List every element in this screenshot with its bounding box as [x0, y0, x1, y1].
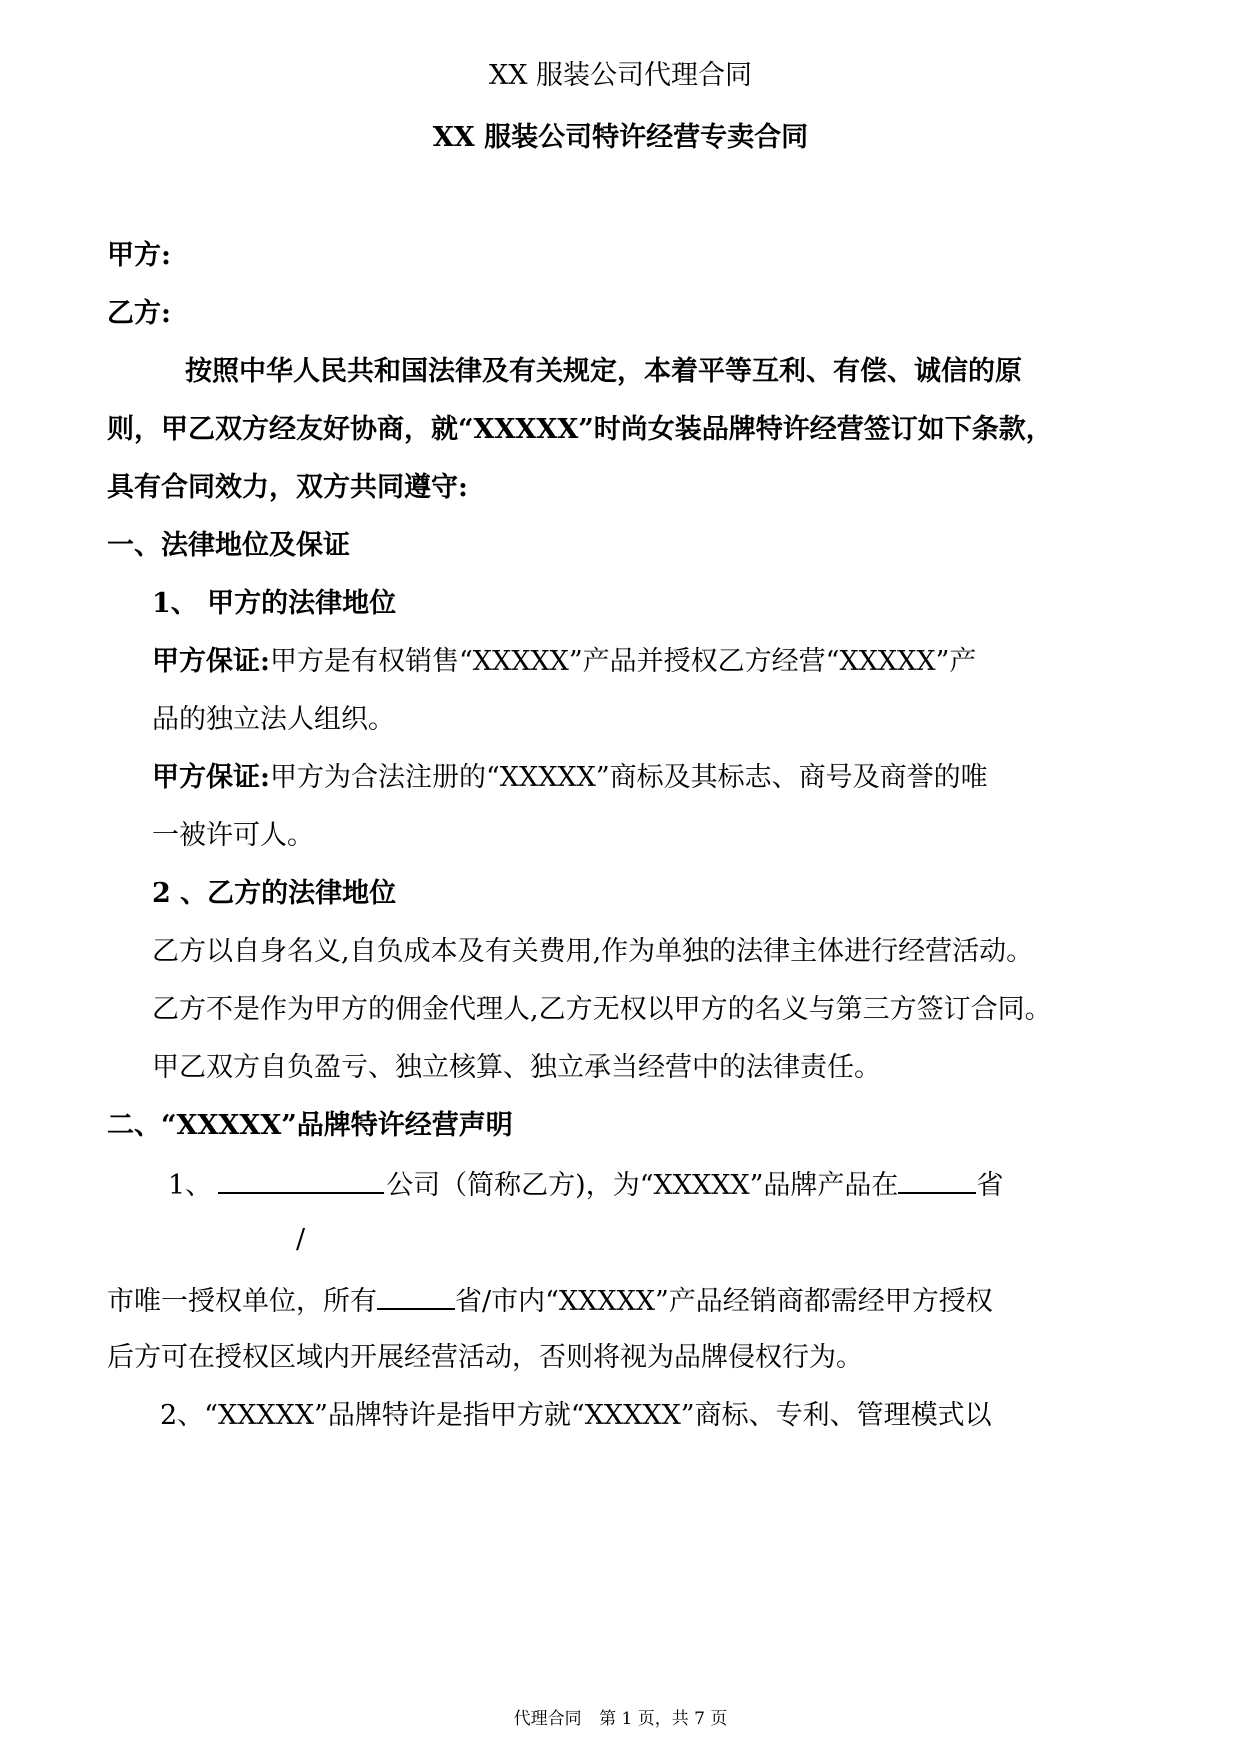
header-title: XX 服装公司代理合同: [488, 60, 753, 91]
guarantee-1-text: 甲方是有权销售“XXXXX”产品并授权乙方经营“XXXXX”产: [269, 646, 977, 677]
clause-2-1-line-3: 后方可在授权区域内开展经营活动，否则将视为品牌侵权行为。: [107, 1342, 863, 1373]
company-name-blank: [218, 1166, 384, 1194]
preamble-line-1: 按照中华人民共和国法律及有关规定，本着平等互利、有偿、诚信的原: [185, 356, 1022, 387]
province-suffix: 省: [976, 1170, 1004, 1201]
clause-number: 1、: [168, 1170, 213, 1201]
guarantee-1-line-1: [152, 644, 976, 680]
clause-2-1-text-a: 市唯一授权单位，所有: [107, 1286, 377, 1317]
footer-page-number: 第 1 页，共 7 页: [599, 1709, 728, 1729]
section-1-heading: 一、法律地位及保证: [107, 530, 350, 561]
guarantee-label: 甲方保证:: [152, 762, 270, 793]
preamble-line-2: 则，甲乙双方经友好协商，就“XXXXX”时尚女装品牌特许经营签订如下条款，: [107, 414, 1053, 445]
guarantee-label: 甲方保证:: [152, 646, 270, 677]
slash-mark: /: [296, 1224, 306, 1255]
party-b-label: 乙方:: [107, 298, 171, 329]
party-b-status-line-3: 甲乙双方自负盈亏、独立核算、独立承当经营中的法律责任。: [152, 1052, 881, 1083]
section-1-2-heading: 2 、乙方的法律地位: [152, 878, 397, 909]
party-b-status-line-1: 乙方以自身名义,自负成本及有关费用,作为单独的法律主体进行经营活动。: [152, 936, 1034, 967]
footer-label: 代理合同: [513, 1709, 582, 1729]
guarantee-2-line-1: [152, 760, 988, 796]
preamble-line-3: 具有合同效力，双方共同遵守:: [107, 472, 468, 503]
clause-2-1-text: 公司（简称乙方)，为“XXXXX”品牌产品在: [386, 1170, 899, 1201]
section-1-1-heading: 1、 甲方的法律地位: [152, 588, 397, 619]
party-a-label: 甲方:: [107, 240, 171, 271]
document-title: XX 服装公司特许经营专卖合同: [432, 122, 809, 153]
province-blank: [898, 1166, 976, 1194]
page-footer: [0, 1708, 1241, 1730]
clause-2-1-line-2: [107, 1282, 993, 1320]
clause-2-2-line-1: 2、“XXXXX”品牌特许是指甲方就“XXXXX”商标、专利、管理模式以: [160, 1400, 992, 1431]
guarantee-1-line-2: 品的独立法人组织。: [152, 704, 395, 735]
section-2-heading: 二、“XXXXX”品牌特许经营声明: [107, 1110, 513, 1141]
guarantee-2-text: 甲方为合法注册的“XXXXX”商标及其标志、商号及商誉的唯: [269, 762, 988, 793]
clause-2-1-text-b: 省/市内“XXXXX”产品经销商都需经甲方授权: [455, 1286, 993, 1317]
party-b-status-line-2: 乙方不是作为甲方的佣金代理人,乙方无权以甲方的名义与第三方签订合同。: [152, 994, 1052, 1025]
clause-2-1-line-1: [168, 1166, 1003, 1204]
guarantee-2-line-2: 一被许可人。: [152, 820, 314, 851]
region-blank: [377, 1282, 455, 1310]
